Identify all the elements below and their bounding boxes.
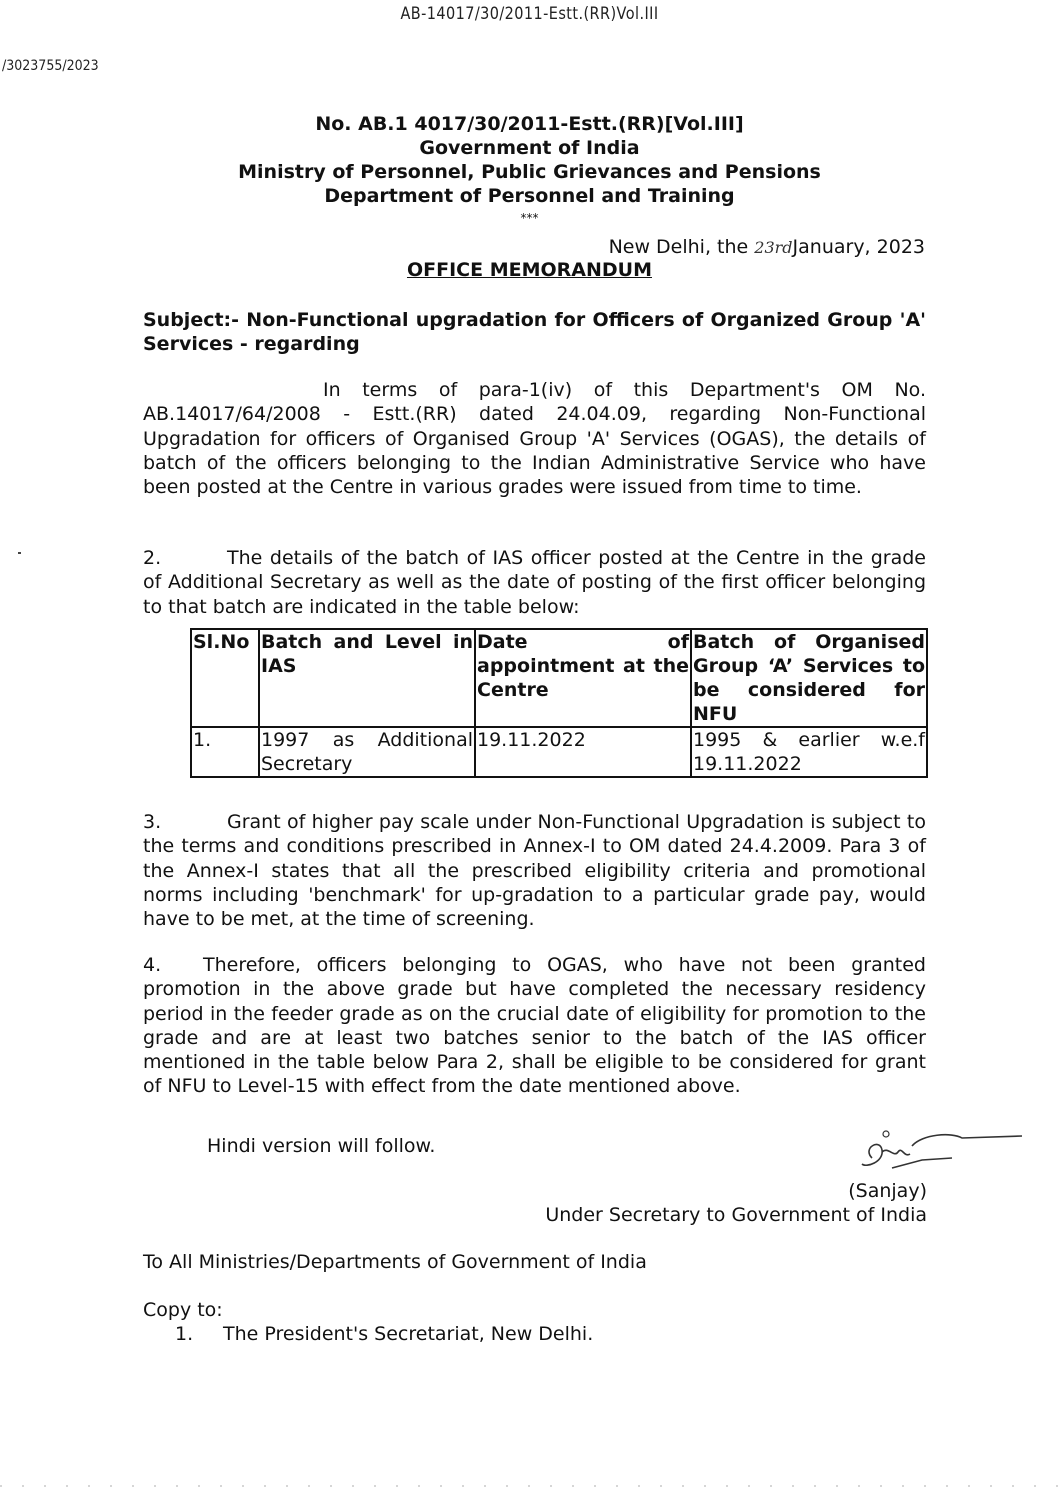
subject-line: Subject:- Non-Functional upgradation for Officers of Organized Group 'A' Services - regarding xyxy=(143,309,926,356)
header-date-appointment: Date of appointment at the Centre xyxy=(475,629,691,727)
addressee: To All Ministries/Departments of Government of India xyxy=(143,1251,647,1273)
cell-batch-level: 1997 as Additional Secretary xyxy=(261,729,473,775)
copy-to-item xyxy=(175,1323,593,1345)
table-header-row xyxy=(191,629,927,727)
handwritten-day: 23rd xyxy=(754,238,793,257)
copy-to-item-number: 1. xyxy=(175,1323,194,1345)
om-number: No. AB.1 4017/30/2011-Estt.(RR)[Vol.III] xyxy=(315,113,744,135)
file-reference-top: AB-14017/30/2011-Estt.(RR)Vol.III xyxy=(400,4,659,24)
cell-date-appointment: 19.11.2022 xyxy=(475,727,691,777)
cell-sl-no: 1. xyxy=(191,727,259,777)
paragraph-2-text: The details of the batch of IAS officer posted at the Centre in the grade of Additional Secretary as well as the date of posting of the first officer belonging to that batch are indicated in the table below: xyxy=(143,547,926,618)
nfu-table xyxy=(190,628,928,778)
cell-ogas-batch: 1995 & earlier w.e.f 19.11.2022 xyxy=(693,729,925,775)
paragraph-3 xyxy=(143,810,926,931)
date-line xyxy=(609,236,925,258)
paragraph-1: In terms of para-1(iv) of this Department's OM No. AB.14017/64/2008 - Estt.(RR) dated 24.04.09, regarding Non-Functional Upgradation for officers of Organised Group 'A' Services (OGAS), the details of batch of the officers belonging to the Indian Administrative Service who have been posted at the Centre in various grades were issued from time to time. xyxy=(143,379,926,499)
date-suffix: January, 2023 xyxy=(792,236,925,258)
department-name: Department of Personnel and Training xyxy=(324,185,735,207)
scan-artifact-line xyxy=(0,1485,1059,1487)
paragraph-2 xyxy=(143,546,926,619)
copy-to-label: Copy to: xyxy=(143,1299,223,1321)
paragraph-2-number: 2. xyxy=(143,547,162,569)
signatory-designation: Under Secretary to Government of India xyxy=(545,1204,927,1226)
copy-to-item-text: The President's Secretariat, New Delhi. xyxy=(223,1323,594,1345)
paragraph-4 xyxy=(143,953,926,1099)
signature-icon xyxy=(852,1128,1032,1188)
document-title: OFFICE MEMORANDUM xyxy=(406,259,652,281)
ministry-name: Ministry of Personnel, Public Grievances and Pensions xyxy=(238,161,821,183)
separator: *** xyxy=(520,211,539,225)
paragraph-4-number: 4. xyxy=(143,954,162,976)
government-name: Government of India xyxy=(419,137,640,159)
header-batch-level: Batch and Level in IAS xyxy=(259,629,475,727)
paragraph-4-text: Therefore, officers belonging to OGAS, who have not been granted promotion in the above grade but have completed the necessary residency period in the feeder grade as on the crucial date of eligibility for promotion to the grade and are at least two batches senior to the batch of the IAS officer mentioned in the table below Para 2, shall be eligible to be considered for grant of NFU to Level-15 with effect from the date mentioned above. xyxy=(143,954,926,1098)
header-ogas-batch: Batch of Organised Group ‘A’ Services to be considered for NFU xyxy=(693,631,925,725)
paragraph-3-number: 3. xyxy=(143,811,162,833)
date-prefix: New Delhi, the xyxy=(608,236,749,258)
header-sl-no: Sl.No xyxy=(191,629,259,727)
paragraph-3-text: Grant of higher pay scale under Non-Functional Upgradation is subject to the terms and conditions prescribed in Annex-I to OM dated 24.4.2009. Para 3 of the Annex-I states that all the prescribed eligibility criteria and promotional norms including 'benchmark' for up-gradation to a particular grade pay, would have to be met, at the time of screening. xyxy=(143,811,926,931)
scan-speck xyxy=(18,552,21,554)
table-row xyxy=(191,727,927,777)
hindi-version-note: Hindi version will follow. xyxy=(207,1135,436,1157)
signatory-name: (Sanjay) xyxy=(848,1180,927,1202)
file-reference-side: /3023755/2023 xyxy=(2,58,99,74)
